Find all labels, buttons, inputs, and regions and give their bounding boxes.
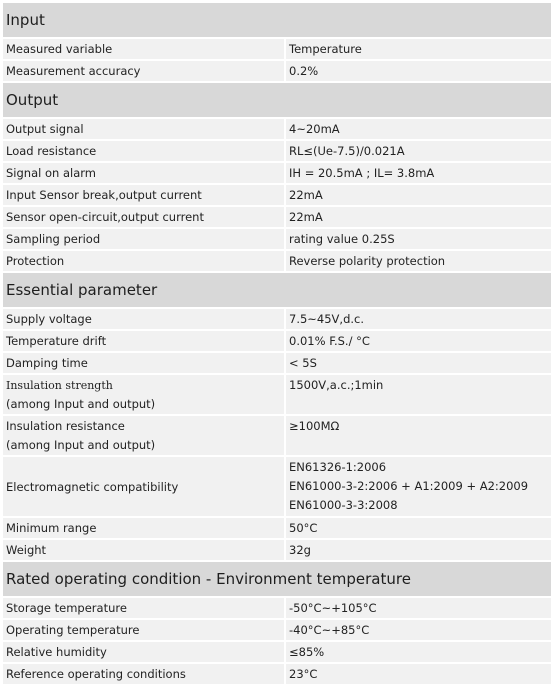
row-value: rating value 0.25S — [286, 229, 551, 249]
row-value: ≤85% — [286, 642, 551, 662]
row-value-line: EN61000-3-3:2008 — [289, 498, 398, 512]
row-label — [3, 375, 286, 414]
row-label — [3, 416, 286, 455]
row-label: Weight — [3, 540, 286, 560]
table-row — [3, 457, 551, 516]
table-row — [3, 229, 551, 249]
row-value: 50°C — [286, 518, 551, 538]
row-label: Electromagnetic compatibility — [3, 457, 286, 516]
row-label: Reference operating conditions — [3, 664, 286, 684]
table-row — [3, 664, 551, 684]
table-row — [3, 518, 551, 538]
section-title: Essential parameter — [3, 273, 551, 307]
section-header-rated — [3, 562, 551, 596]
section-title: Input — [3, 3, 551, 37]
row-label-line: (among Input and output) — [6, 397, 156, 411]
row-label: Minimum range — [3, 518, 286, 538]
row-value: -40°C~+85°C — [286, 620, 551, 640]
row-label: Protection — [3, 251, 286, 271]
table-row — [3, 331, 551, 351]
row-value: ≥100MΩ — [286, 416, 551, 455]
row-label: Load resistance — [3, 141, 286, 161]
row-value: 22mA — [286, 207, 551, 227]
row-value: 7.5~45V,d.c. — [286, 309, 551, 329]
section-header-input — [3, 3, 551, 37]
section-header-essential — [3, 273, 551, 307]
row-label-line: (among Input and output) — [6, 438, 156, 452]
table-row — [3, 375, 551, 414]
row-value: 1500V,a.c.;1min — [286, 375, 551, 414]
section-header-output — [3, 83, 551, 117]
row-value: Temperature — [286, 39, 551, 59]
row-label: Input Sensor break,output current — [3, 185, 286, 205]
row-label: Signal on alarm — [3, 163, 286, 183]
row-label-line: Insulation resistance — [6, 419, 125, 433]
table-row — [3, 141, 551, 161]
row-value — [286, 457, 551, 516]
row-value: 0.2% — [286, 61, 551, 81]
row-value: 32g — [286, 540, 551, 560]
row-value: 22mA — [286, 185, 551, 205]
section-title: Rated operating condition - Environment temperature — [3, 562, 551, 596]
row-label: Relative humidity — [3, 642, 286, 662]
row-value: 0.01% F.S./ °C — [286, 331, 551, 351]
table-row — [3, 251, 551, 271]
row-label: Storage temperature — [3, 598, 286, 618]
row-label: Damping time — [3, 353, 286, 373]
spec-table — [3, 1, 551, 686]
row-value: -50°C~+105°C — [286, 598, 551, 618]
row-value: Reverse polarity protection — [286, 251, 551, 271]
table-row — [3, 620, 551, 640]
row-label: Supply voltage — [3, 309, 286, 329]
section-title: Output — [3, 83, 551, 117]
table-row — [3, 185, 551, 205]
row-label: Sampling period — [3, 229, 286, 249]
row-label: Output signal — [3, 119, 286, 139]
row-value: 4~20mA — [286, 119, 551, 139]
table-row — [3, 309, 551, 329]
row-label: Temperature drift — [3, 331, 286, 351]
table-row — [3, 540, 551, 560]
row-value: < 5S — [286, 353, 551, 373]
row-label-line: Insulation strength — [6, 379, 113, 392]
table-row — [3, 119, 551, 139]
row-label: Operating temperature — [3, 620, 286, 640]
table-row — [3, 416, 551, 455]
row-value: IH = 20.5mA ; IL= 3.8mA — [286, 163, 551, 183]
table-row — [3, 163, 551, 183]
row-label: Measurement accuracy — [3, 61, 286, 81]
row-value: 23°C — [286, 664, 551, 684]
row-value-line: EN61000-3-2:2006 + A1:2009 + A2:2009 — [289, 479, 529, 493]
table-row — [3, 207, 551, 227]
row-label: Measured variable — [3, 39, 286, 59]
row-label: Sensor open-circuit,output current — [3, 207, 286, 227]
row-value-line: EN61326-1:2006 — [289, 460, 387, 474]
row-value: RL≤(Ue-7.5)/0.021A — [286, 141, 551, 161]
table-row — [3, 61, 551, 81]
table-row — [3, 353, 551, 373]
table-row — [3, 598, 551, 618]
table-row — [3, 642, 551, 662]
table-row — [3, 39, 551, 59]
